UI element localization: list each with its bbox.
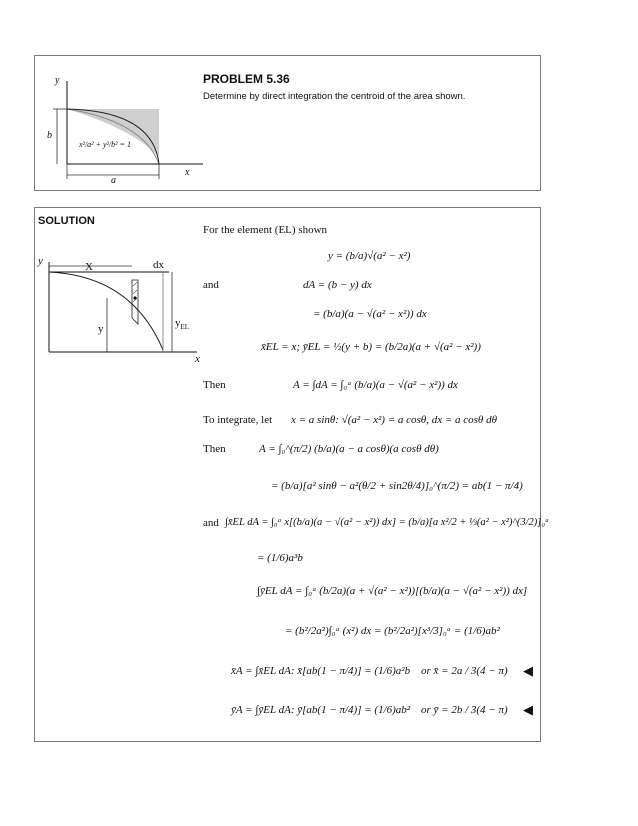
line-9-math: = (b/a)[a² sinθ − a²(θ/2 + sin2θ/4)]₀^(π/2) = ab(1 − π/4) — [271, 480, 523, 492]
line-14-result: or x̄ = 2a / 3(4 − π) — [421, 665, 508, 677]
sketch-x-label: x — [195, 353, 200, 365]
sketch-y-label: y — [38, 255, 43, 267]
result-x-marker-icon: ◀ — [523, 663, 533, 678]
line-7-math: x = a sinθ: √(a² − x²) = a cosθ, dx = a cosθ dθ — [291, 414, 497, 426]
line-2-math: y = (b/a)√(a² − x²) — [328, 250, 411, 262]
line-6-math: A = ∫dA = ∫₀ᵃ (b/a)(a − √(a² − x²)) dx — [293, 379, 458, 391]
line-5-math: x̄EL = x; ȳEL = ½(y + b) = (b/2a)(a + √(a² − x²)) — [261, 341, 481, 353]
line-13-math: = (b²/2a²)∫₀ᵃ (x²) dx = (b²/2a²)[x³/3]₀ᵃ = (1/6)ab² — [285, 625, 500, 637]
line-7-label: To integrate, let — [203, 414, 273, 426]
line-12-math: ∫ȳEL dA = ∫₀ᵃ (b/2a)(a + √(a² − x²))[(b/a)(a − √(a² − x²)) dx] — [257, 585, 528, 597]
line-3-math: dA = (b − y) dx — [303, 279, 372, 291]
sketch-dx-label: dx — [153, 259, 164, 271]
line-11-math: = (1/6)a³b — [257, 552, 303, 564]
fig-ellipse-equation: x²/a² + y²/b² = 1 — [79, 140, 131, 149]
line-6-label: Then — [203, 379, 226, 391]
line-15-result: or ȳ = 2b / 3(4 − π) — [421, 704, 508, 716]
problem-statement: Determine by direct integration the centroid of the area shown. — [203, 91, 466, 102]
fig-b-label: b — [47, 130, 52, 141]
solution-box — [34, 207, 550, 742]
sketch-yel-label: $y_{EL}$ — [175, 317, 190, 332]
fig-a-label: a — [111, 175, 116, 186]
line-4-math: = (b/a)(a − √(a² − x²)) dx — [313, 308, 427, 320]
sketch-y-dim-label: y — [98, 323, 104, 335]
fig-y-label: y — [55, 75, 60, 86]
problem-box — [34, 55, 541, 191]
line-14-math: x̄A = ∫x̄EL dA: x̄[ab(1 − π/4)] = (1/6)a²b — [231, 665, 411, 677]
line-8-math: A = ∫₀^(π/2) (b/a)(a − a cosθ)(a cosθ dθ) — [259, 443, 439, 455]
element-strip — [132, 280, 138, 324]
problem-title: PROBLEM 5.36 — [203, 72, 290, 86]
solution-sketch — [37, 254, 205, 366]
result-y-marker-icon: ◀ — [523, 702, 533, 717]
fig-x-label: x — [185, 167, 190, 178]
solution-heading: SOLUTION — [38, 215, 95, 227]
sketch-X-label: X — [85, 261, 93, 273]
line-15-math: ȳA = ∫ȳEL dA: ȳ[ab(1 − π/4)] = (1/6)ab² — [231, 704, 411, 716]
line-10-label: and — [203, 517, 219, 529]
line-3-label: and — [203, 279, 219, 291]
line-1-label: For the element (EL) shown — [203, 224, 328, 236]
line-8-label: Then — [203, 443, 226, 455]
line-10-math: ∫x̄EL dA = ∫₀ᵃ x[(b/a)(a − √(a² − x²)) dx] = (b/a)[a x²/2 + ⅓(a² − x²)^(3/2)]₀ᵃ — [225, 517, 550, 528]
